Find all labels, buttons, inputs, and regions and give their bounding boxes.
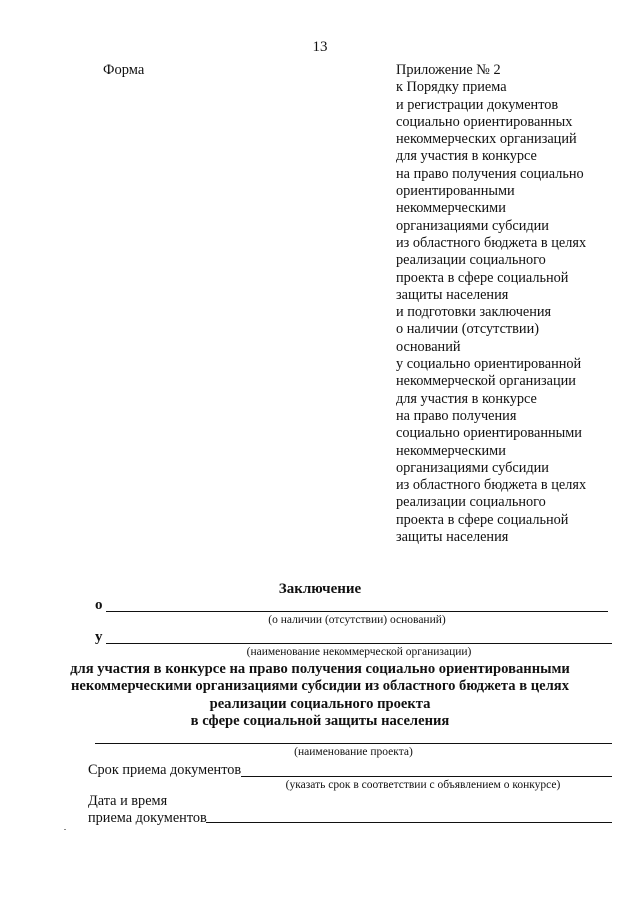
- appendix-line: оснований: [396, 338, 461, 355]
- appendix-line: ориентированными: [396, 183, 515, 200]
- appendix-line: социально ориентированными: [396, 425, 582, 442]
- appendix-line: из областного бюджета в целях: [396, 477, 587, 494]
- appendix-line: защиты населения: [396, 529, 509, 546]
- project-name-hint: (наименование проекта): [294, 746, 413, 758]
- appendix-line: к Порядку приема: [396, 79, 507, 96]
- subject-line: реализации социального проекта: [209, 695, 431, 712]
- subject-line: в сфере социальной защиты населения: [190, 713, 450, 730]
- appendix-line: из областного бюджета в целях: [396, 234, 587, 251]
- line-u-prefix: у: [95, 629, 103, 645]
- deadline-hint: (указать срок в соответствии с объявлением о конкурсе): [285, 779, 561, 791]
- line-u-field[interactable]: [106, 643, 612, 644]
- appendix-line: у социально ориентированной: [396, 356, 582, 373]
- appendix-line: о наличии (отсутствии): [396, 321, 539, 338]
- deadline-label: Срок приема документов: [88, 762, 242, 778]
- appendix-block: [396, 62, 586, 546]
- appendix-line: реализации социального: [396, 252, 546, 269]
- page-number: 13: [312, 39, 328, 55]
- appendix-line: для участия в конкурсе: [396, 148, 537, 165]
- datetime-field[interactable]: [206, 822, 612, 823]
- appendix-line: реализации социального: [396, 494, 546, 511]
- appendix-line: социально ориентированных: [396, 113, 573, 130]
- appendix-line: организациями субсидии: [396, 459, 549, 476]
- appendix-line: некоммерческими: [396, 442, 506, 459]
- appendix-line: Приложение № 2: [396, 62, 501, 78]
- deadline-field[interactable]: [241, 776, 612, 777]
- subject-block: [0, 661, 640, 731]
- subject-line: для участия в конкурсе на право получения социально ориентированными: [70, 661, 570, 677]
- appendix-line: на право получения социально: [396, 165, 584, 182]
- appendix-line: и регистрации документов: [396, 96, 559, 113]
- scan-artifact: [64, 829, 66, 830]
- line-o-hint: (о наличии (отсутствии) оснований): [268, 614, 446, 626]
- subject-line: некоммерческими организациями субсидии из областного бюджета в целях: [70, 678, 569, 695]
- datetime-label-line2: приема документов: [88, 810, 207, 826]
- appendix-line: на право получения: [396, 407, 517, 424]
- appendix-line: проекта в сфере социальной: [396, 511, 569, 528]
- appendix-line: для участия в конкурсе: [396, 390, 537, 407]
- appendix-line: защиты населения: [396, 286, 509, 303]
- datetime-label-line1: Дата и время: [88, 793, 168, 809]
- form-label: Форма: [103, 62, 145, 78]
- document-title: Заключение: [278, 581, 362, 597]
- line-o-prefix: о: [95, 597, 103, 613]
- project-name-field[interactable]: [95, 743, 612, 744]
- appendix-line: и подготовки заключения: [396, 304, 552, 321]
- appendix-line: проекта в сфере социальной: [396, 269, 569, 286]
- line-u-hint: (наименование некоммерческой организации): [246, 646, 472, 658]
- appendix-line: некоммерческой организации: [396, 373, 576, 390]
- line-o-field[interactable]: [106, 611, 608, 612]
- appendix-line: некоммерческими: [396, 200, 506, 217]
- appendix-line: организациями субсидии: [396, 217, 549, 234]
- appendix-line: некоммерческих организаций: [396, 131, 577, 148]
